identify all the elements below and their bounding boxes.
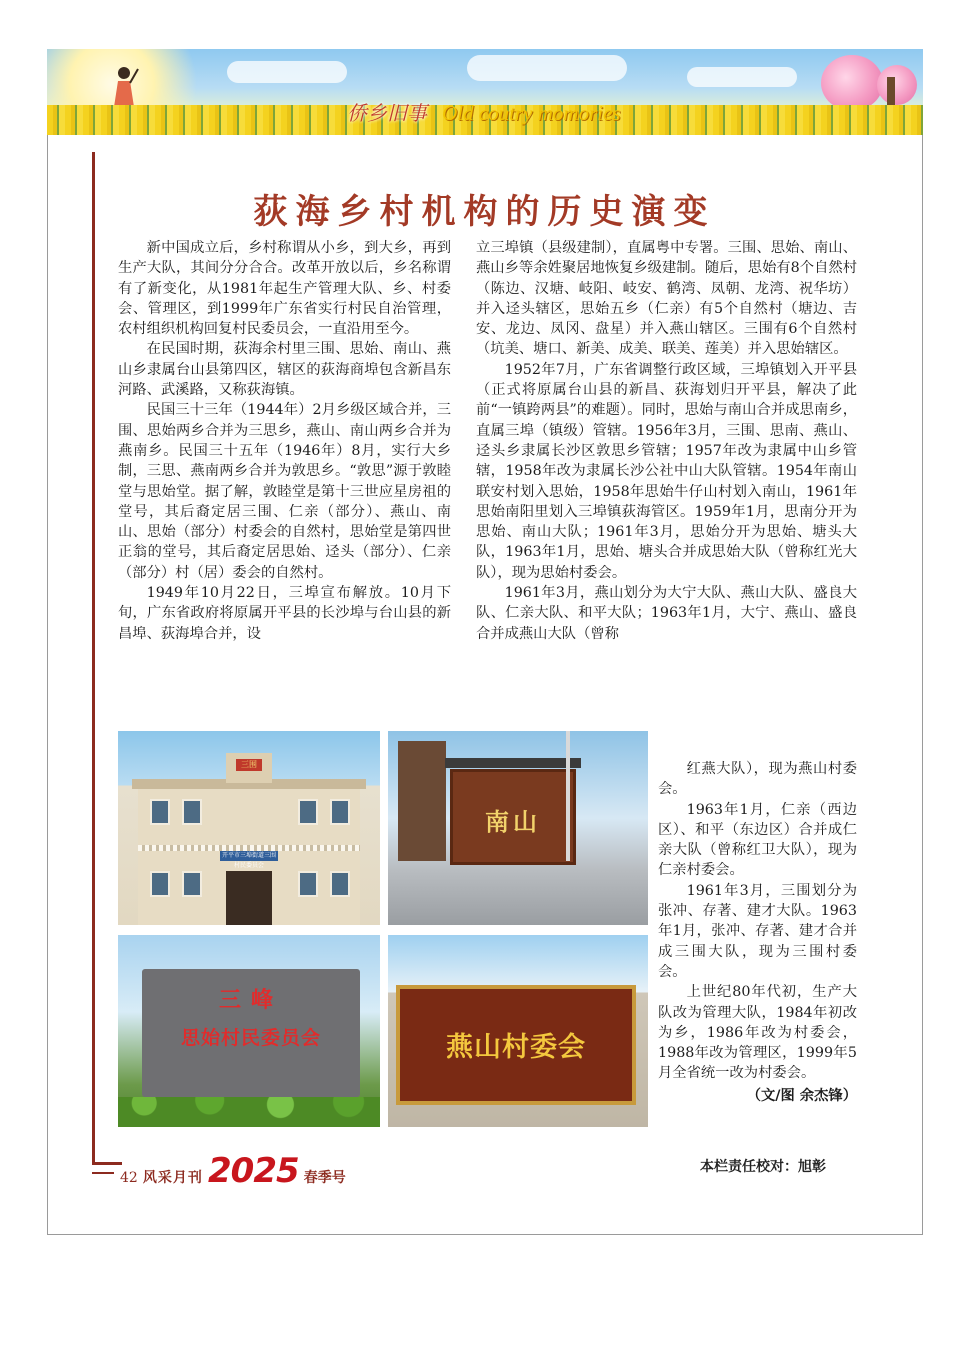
window xyxy=(330,799,350,825)
photo-yanshan-board xyxy=(388,935,648,1127)
window xyxy=(150,871,170,897)
left-vertical-rule xyxy=(92,152,95,1165)
left-column xyxy=(118,238,451,644)
window xyxy=(182,799,202,825)
paragraph: 红燕大队），现为燕山村委会。 xyxy=(658,761,857,798)
window xyxy=(182,871,202,897)
banner-title-cn: 侨乡旧事 xyxy=(347,101,427,125)
page-number: 42 xyxy=(120,1170,138,1186)
right-column xyxy=(476,238,857,644)
narrow-text-column xyxy=(658,759,857,1106)
blossom-tree xyxy=(821,55,883,111)
blossom-tree xyxy=(877,65,917,105)
article-title: 荻海乡村机构的历史演变 xyxy=(253,192,716,232)
footer-editor: 本栏责任校对：旭彰 xyxy=(700,1159,826,1175)
brick-pillar xyxy=(398,741,446,861)
nanshan-sign: 南山 xyxy=(485,807,541,836)
window xyxy=(298,871,318,897)
issue-season: 春季号 xyxy=(303,1170,346,1186)
window xyxy=(330,871,350,897)
building xyxy=(138,760,360,925)
shrubs xyxy=(118,1097,380,1127)
footer-rule xyxy=(92,1162,122,1165)
wall-cap xyxy=(445,758,581,768)
yanshan-sign: 燕山村委会 xyxy=(446,1032,586,1063)
footer-magazine-info xyxy=(120,1151,346,1191)
building-plaque: 三围 xyxy=(236,759,262,771)
photo-sanwei-building xyxy=(118,731,380,925)
paragraph: 在民国时期，荻海余村里三围、思始、南山、燕山乡隶属台山县第四区，辖区的荻海商埠包含新昌东河路、武溪路，又称荻海镇。 xyxy=(118,341,451,399)
light-pole xyxy=(566,731,570,861)
paragraph: 1963年1月，仁亲（西边区）、和平（东边区）合并成仁亲大队（曾称红卫大队），现为仁亲村委会。 xyxy=(658,801,857,879)
paragraph: 1952年7月，广东省调整行政区域，三埠镇划入开平县（正式将原属台山县的新昌、荻海划归开平县，解决了此前“一镇跨两县”的难题）。同时，思始与南山合并成思南乡，直属三埠（镇级）管辖。1956年3月，三围、思南、燕山、迳头乡隶属长沙区敦思乡管辖；1957年改为隶属中山乡管辖，1958年改为隶属长沙公社中山大队管辖。1954年南山联安村划入思始，1958年思始牛仔山村划入南山，1961年思始南阳里划入三埠镇荻海管区。1959年1月，思南分开为思始、南山大队；1961年3月，思始分开为思始、塘头大队，1963年1月，思始、塘头合并成思始大队（曾称红光大队），现为思始村委会。 xyxy=(476,361,857,581)
building-door xyxy=(226,871,272,925)
cloud xyxy=(687,67,797,87)
stone-sign xyxy=(142,969,360,1097)
paragraph: 上世纪80年代初，生产大队改为管理大队，1984年初改为乡，1986年改为村委会，1988年改为管理区，1999年5月全省统一改为村委会。 xyxy=(658,984,857,1082)
photo-sishi-stone xyxy=(118,935,380,1127)
paragraph: 1961年3月，燕山划分为大宁大队、燕山大队、盛良大队、仁亲大队、和平大队；1963年1月，大宁、燕山、盛良合并成燕山大队（曾称 xyxy=(476,585,857,642)
paragraph: 立三埠镇（县级建制），直属粤中专署。三围、思始、南山、燕山乡等余姓聚居地恢复乡级建制。随后，思始有8个自然村（陈边、汉塘、岐阳、岐安、鹤湾、凤朝、龙湾、祝华坊）并入迳头辖区，思始五乡（仁亲）有5个自然村（塘边、吉安、龙边、凤冈、盘星）并入燕山辖区。三围有6个自然村（坑美、塘口、新美、成美、联美、莲美）并入思始辖区。 xyxy=(476,240,857,358)
paragraph: 1949年10月22日，三埠宣布解放。10月下旬，广东省政府将原属开平县的长沙埠与台山县的新昌埠、荻海埠合并，设 xyxy=(118,585,451,642)
nanshan-wall xyxy=(450,769,576,865)
photo-nanshan-wall xyxy=(388,731,648,925)
banner-title xyxy=(347,97,621,126)
section-banner xyxy=(47,49,923,135)
magazine-name: 风采月刊 xyxy=(142,1170,203,1186)
author-credit: （文/图 余杰锋） xyxy=(746,1087,857,1104)
building-sign: 开平市三埠街道三围村民委员会 xyxy=(221,852,276,869)
stone-line-1: 三峰 xyxy=(218,987,283,1013)
cloud xyxy=(227,61,347,83)
issue-year: 2025 xyxy=(208,1151,299,1191)
stone-line-2: 思始村民委员会 xyxy=(180,1027,321,1049)
window xyxy=(150,799,170,825)
window xyxy=(298,799,318,825)
footer-rule xyxy=(92,1172,114,1174)
yanshan-board xyxy=(396,985,636,1105)
paragraph: 1961年3月，三围划分为张冲、存著、建才大队。1963年1月，张冲、存著、建才合并成三围大队，现为三围村委会。 xyxy=(658,882,857,980)
paragraph: 新中国成立后，乡村称谓从小乡，到大乡，再到生产大队，其间分分合合。改革开放以后，乡名称谓有了新变化，从1981年起生产管理大队、乡、村委会、管理区，到1999年广东省实行村民自治管理，农村组织机构回复村民委员会，一直沿用至今。 xyxy=(118,240,451,338)
banner-title-en: Old coutry momories xyxy=(442,101,621,125)
paragraph: 民国三十三年（1944年）2月乡级区域合并，三围、思始两乡合并为三思乡，燕山、南山两乡合并为燕南乡。民国三十五年（1946年）8月，实行大乡制，三思、燕南两乡合并为敦思乡。“敦思”源于敦睦堂与思始堂。据了解，敦睦堂是第十三世应星房祖的堂号，其后裔定居三围、仁亲（部分）、燕山、南山、思始（部分）村委会的自然村，思始堂是第四世正翁的堂号，其后裔定居思始、迳头（部分）、仁亲（部分）村（居）委会的自然村。 xyxy=(118,402,451,581)
cloud xyxy=(467,55,627,81)
